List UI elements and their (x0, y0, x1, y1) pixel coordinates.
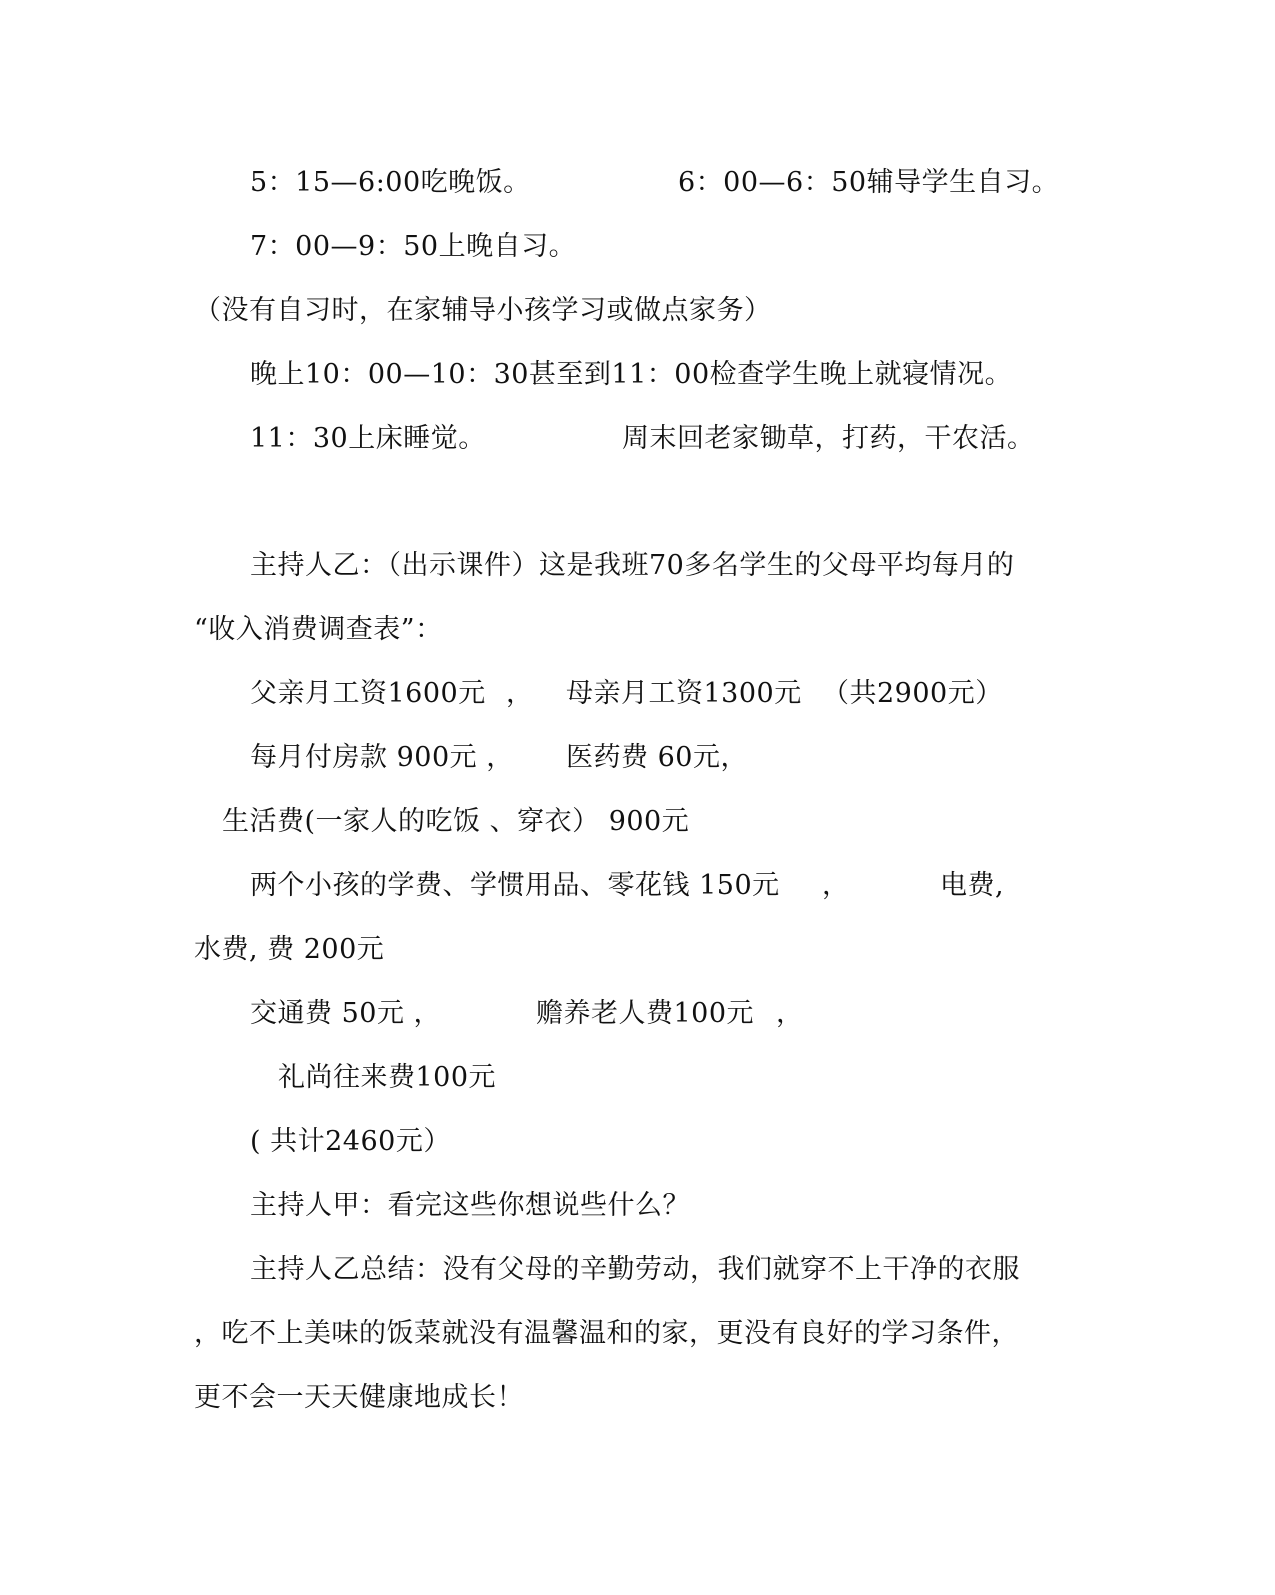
host-a-question: 主持人甲：看完这些你想说些什么？ (250, 1190, 690, 1221)
expense-transport: 交通费 50元 ， (250, 998, 442, 1029)
income-total: （共2900元） (822, 678, 1003, 709)
income-mother: 母亲月工资1300元 (566, 678, 802, 709)
expense-children: 两个小孩的学费、学惯用品、零花钱 150元 (250, 870, 780, 901)
expense-elderly: 赡养老人费100元 (536, 998, 755, 1029)
expense-total: ( 共计2460元） (250, 1126, 451, 1157)
expense-water: 水费, 费 200元 (194, 934, 385, 965)
schedule-note-no-study: （没有自习时，在家辅导小孩学习或做点家务） (194, 295, 772, 326)
host-b-summary-line1: 主持人乙总结：没有父母的辛勤劳动，我们就穿不上干净的衣服 (250, 1254, 1020, 1285)
expense-medical: 医药费 60元， (566, 742, 748, 773)
expense-gifts: 礼尚往来费100元 (278, 1062, 497, 1093)
expense-living: 生活费(一家人的吃饭 、穿衣） 900元 (222, 806, 690, 837)
expense-children-comma: ， (822, 870, 850, 901)
schedule-line-evening-study: 7：00—9：50上晚自习。 (250, 231, 577, 262)
income-comma: ， (506, 678, 534, 709)
host-b-intro: 主持人乙：（出示课件）这是我班70多名学生的父母平均每月的 (250, 550, 1015, 581)
schedule-line-dinner: 5：15—6:00吃晚饭。 (250, 167, 531, 198)
expense-elderly-comma: ， (776, 998, 804, 1029)
survey-title: “收入消费调查表”： (194, 614, 443, 645)
host-b-summary-line2: ，吃不上美味的饭菜就没有温馨温和的家，更没有良好的学习条件， (194, 1318, 1019, 1349)
schedule-line-sleep: 11：30上床睡觉。 (250, 423, 486, 454)
schedule-line-weekend: 周末回老家锄草，打药，干农活。 (622, 423, 1035, 454)
income-father: 父亲月工资1600元 (250, 678, 486, 709)
schedule-line-tutoring: 6：00—6：50辅导学生自习。 (678, 167, 1060, 198)
expense-electricity: 电费, (940, 870, 1005, 901)
expense-mortgage: 每月付房款 900元 ， (250, 742, 514, 773)
schedule-line-dorm-check: 晚上10：00—10：30甚至到11：00检查学生晚上就寝情况。 (250, 359, 1013, 390)
host-b-summary-line3: 更不会一天天健康地成长！ (194, 1382, 524, 1413)
